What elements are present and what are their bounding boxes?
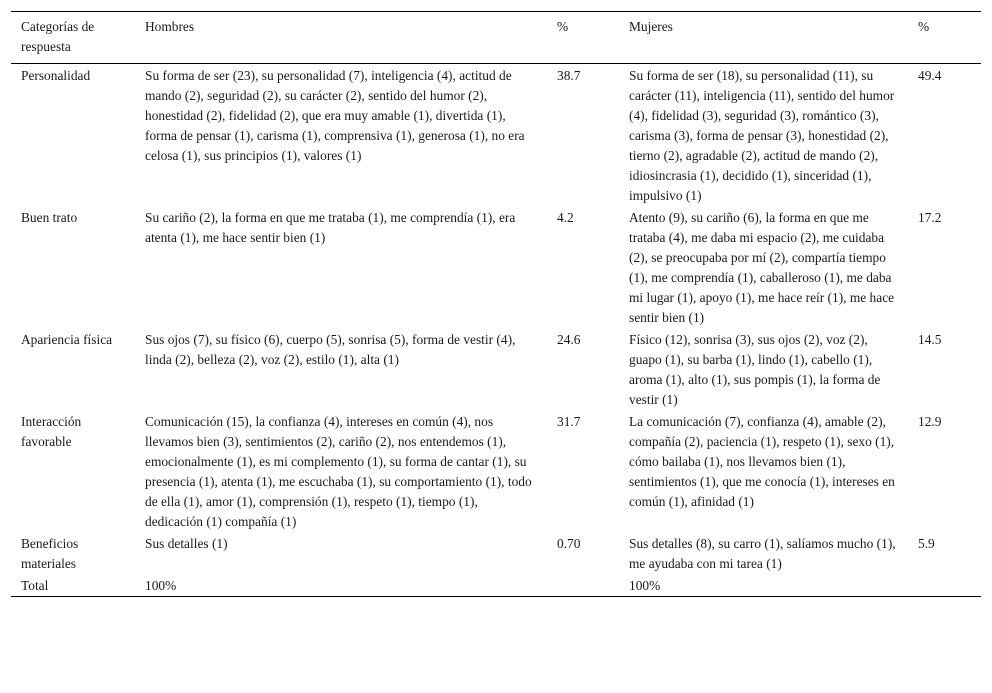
row-women-percent: 49.4: [918, 68, 942, 83]
row-women-responses: La comunicación (7), confianza (4), amable (2), compañía (2), paciencia (1), respeto (1), sexo (1), cómo bailaba (1), nos llevamos bien (1), sentimientos (1), que me conocía (1), intereses en común (1), afinidad (1): [629, 414, 895, 509]
row-category: Buen trato: [21, 210, 78, 225]
row-category: Interacción favorable: [21, 414, 82, 449]
row-women-percent: 17.2: [918, 210, 942, 225]
row-men-percent: 0.70: [557, 536, 581, 551]
header-category: Categorías de respuesta: [21, 19, 95, 54]
row-women-responses: Físico (12), sonrisa (3), sus ojos (2), voz (2), guapo (1), su barba (1), lindo (1), cabello (1), aroma (1), alto (1), sus pompis (1), la forma de vestir (1): [629, 332, 881, 407]
total-women-percent: [908, 574, 981, 597]
row-men-responses: Sus detalles (1): [145, 536, 228, 551]
table-row: [11, 328, 981, 410]
row-men-responses: Su forma de ser (23), su personalidad (7), inteligencia (4), actitud de mando (2), seguridad (2), su carácter (2), sentido del humor (2), honestidad (2), fidelidad (2), que era muy amable (1), divertida (1), forma de pensar (1), carisma (1), comprensiva (1), generosa (1), no era celosa (1), sus principios (1), valores (1): [145, 68, 525, 163]
row-women-percent: 5.9: [918, 536, 935, 551]
total-men-percent: [547, 574, 619, 597]
row-women-percent: 12.9: [918, 414, 942, 429]
row-men-percent: 4.2: [557, 210, 574, 225]
header-women: Mujeres: [629, 19, 673, 34]
row-category: Personalidad: [21, 68, 91, 83]
header-women-percent: %: [918, 19, 930, 34]
row-men-percent: 24.6: [557, 332, 581, 347]
header-men: Hombres: [145, 19, 195, 34]
table-total-row: [11, 574, 981, 597]
header-men-percent: %: [557, 19, 569, 34]
row-women-responses: Atento (9), su cariño (6), la forma en que me trataba (4), me daba mi espacio (2), me cuidaba (2), se preocupaba por mí (2), compartía tiempo (1), me comprendía (1), caballeroso (1), me daba mi lugar (1), apoyo (1), me hace reír (1), me hace sentir bien (1): [629, 210, 895, 325]
total-label: Total: [21, 578, 49, 593]
table-row: [11, 206, 981, 328]
data-table-container: [11, 11, 981, 597]
row-women-responses: Su forma de ser (18), su personalidad (11), su carácter (11), inteligencia (11), sentido del humor (4), fidelidad (3), seguridad (3), romántico (3), carisma (3), forma de pensar (3), honestidad (2), tierno (2), agradable (2), actitud de mando (2), idiosincrasia (1), decidido (1), sinceridad (1), impulsivo (1): [629, 68, 895, 203]
row-men-percent: 38.7: [557, 68, 581, 83]
row-category: Beneficios materiales: [21, 536, 79, 571]
table-row: [11, 410, 981, 532]
total-men: 100%: [145, 578, 177, 593]
row-category: Apariencia física: [21, 332, 113, 347]
row-men-responses: Sus ojos (7), su físico (6), cuerpo (5), sonrisa (5), forma de vestir (4), linda (2), belleza (2), voz (2), estilo (1), alta (1): [145, 332, 516, 367]
row-men-responses: Comunicación (15), la confianza (4), intereses en común (4), nos llevamos bien (3), sentimientos (2), cariño (2), nos entendemos (1), emocionalmente (1), es mi complemento (1), su forma de cantar (1), su presencia (1), atenta (1), me escuchaba (1), su comportamiento (1), todo de ella (1), amor (1), comprensión (1), respeto (1), tiempo (1), dedicación (1) compañía (1): [145, 414, 532, 529]
row-men-percent: 31.7: [557, 414, 581, 429]
table-row: [11, 64, 981, 207]
table-row: [11, 532, 981, 574]
table-header-row: [11, 12, 981, 64]
response-categories-table: [11, 11, 981, 597]
row-women-responses: Sus detalles (8), su carro (1), salíamos mucho (1), me ayudaba con mi tarea (1): [629, 536, 896, 571]
total-women: 100%: [629, 578, 661, 593]
row-women-percent: 14.5: [918, 332, 942, 347]
row-men-responses: Su cariño (2), la forma en que me trataba (1), me comprendía (1), era atenta (1), me hace sentir bien (1): [145, 210, 516, 245]
